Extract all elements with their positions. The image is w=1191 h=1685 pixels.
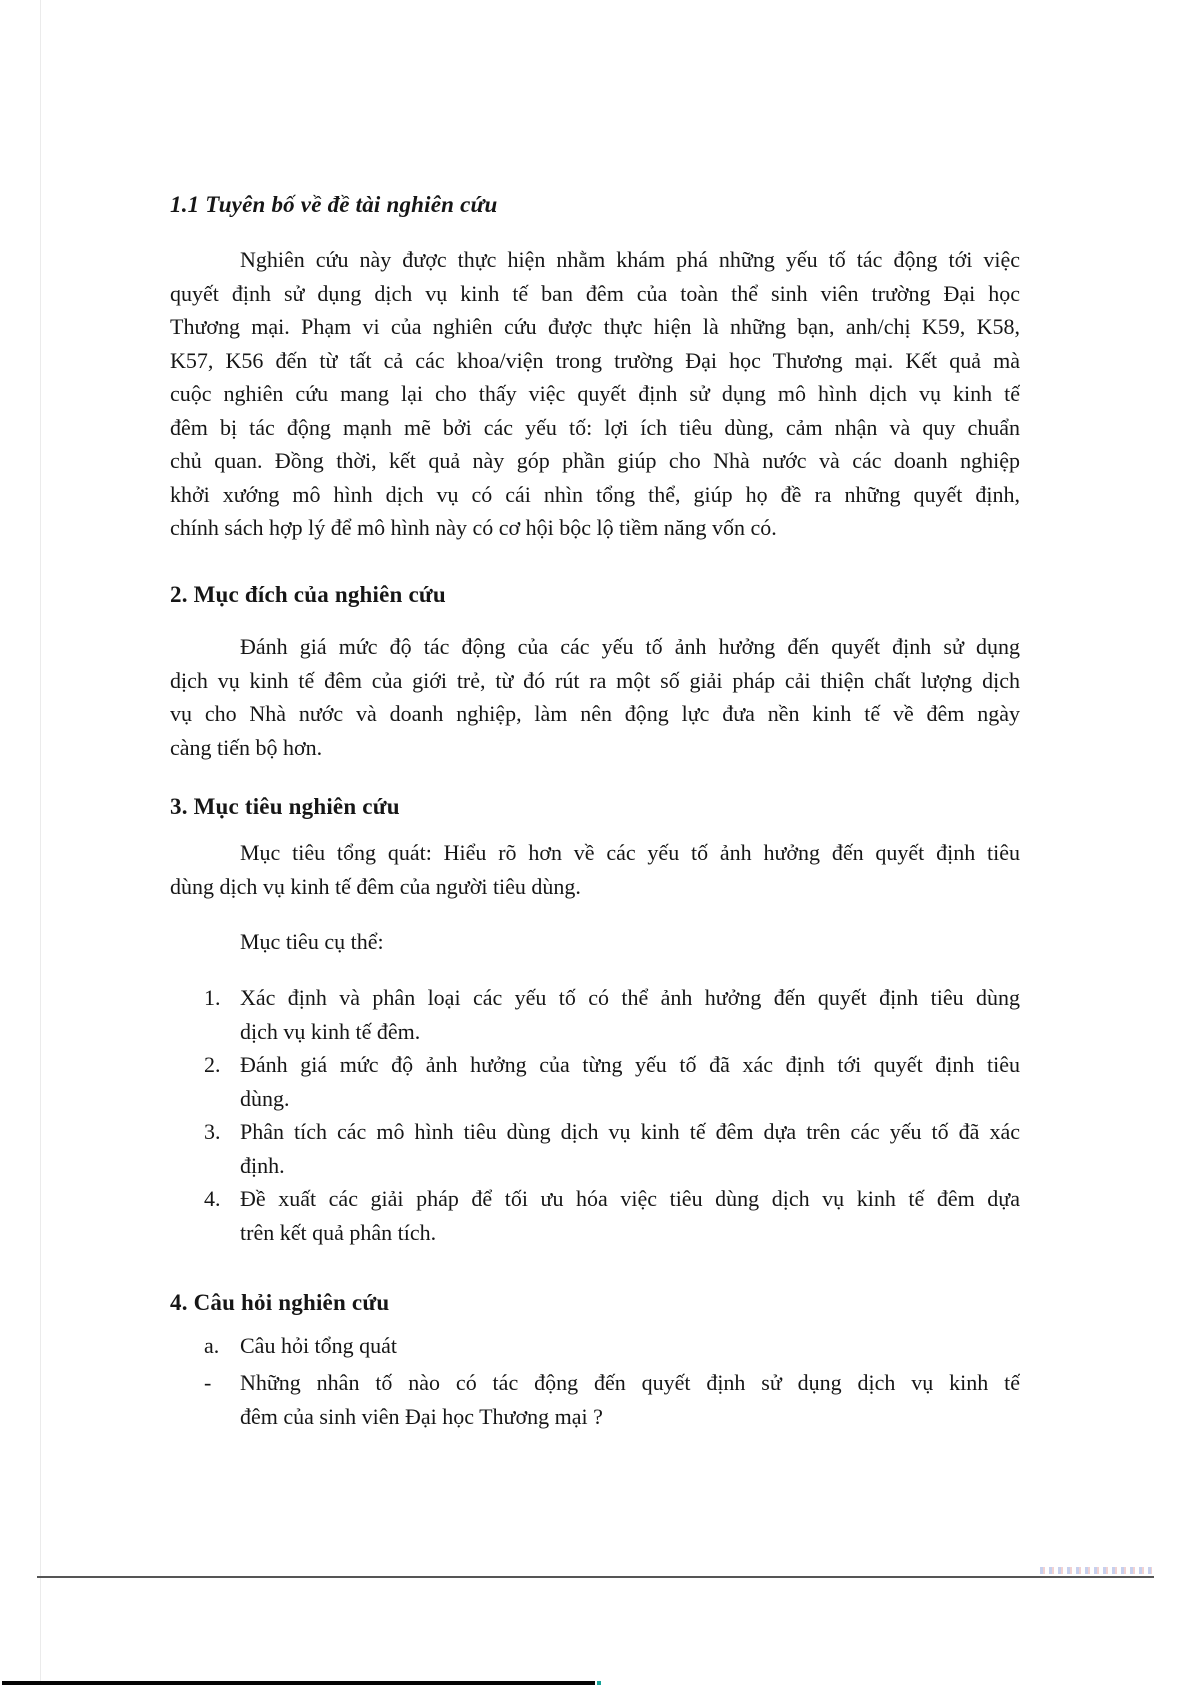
section2-paragraph: [170, 630, 1020, 764]
general-question-item: [170, 1329, 1020, 1363]
paragraph-line: K57, K56 đến từ tất cả các khoa/viện trong trường Đại học Thương mại. Kết quả mà: [170, 347, 1020, 373]
section1-paragraph: [170, 243, 1020, 545]
section2-heading: 2. Mục đích của nghiên cứu: [170, 582, 446, 607]
objectives-list: [170, 981, 1020, 1249]
section1-heading: 1.1 Tuyên bố về đề tài nghiên cứu: [170, 192, 498, 217]
section3-specific-label-row: [170, 925, 1020, 959]
list-marker: a.: [204, 1333, 220, 1358]
specific-objectives-label: Mục tiêu cụ thể:: [240, 929, 384, 954]
paragraph-line: vụ cho Nhà nước và doanh nghiệp, làm nên động lực đưa nền kinh tế về đêm ngày: [170, 701, 1020, 726]
bottom-teal-mark: [597, 1681, 601, 1685]
list-item-line: định.: [240, 1152, 285, 1178]
paragraph-line: Đánh giá mức độ tác động của các yếu tố ảnh hưởng đến quyết định sử dụng: [240, 634, 1020, 659]
section3-general-objective: [170, 836, 1020, 903]
paragraph-line: quyết định sử dụng dịch vụ kinh tế ban đêm của toàn thể sinh viên trường Đại học: [170, 280, 1020, 306]
research-question-item: [170, 1366, 1020, 1433]
scan-artifact: [1040, 1567, 1152, 1574]
paragraph-line: dùng dịch vụ kinh tế đêm của người tiêu dùng.: [170, 873, 581, 899]
paragraph-line: đêm bị tác động mạnh mẽ bởi các yếu tố: lợi ích tiêu dùng, cảm nhận và quy chuẩn: [170, 414, 1020, 440]
list-marker: 1.: [204, 985, 221, 1010]
list-item-line: Những nhân tố nào có tác động đến quyết định sử dụng dịch vụ kinh tế: [240, 1370, 1020, 1395]
paragraph-line: dịch vụ kinh tế đêm của giới trẻ, từ đó rút ra một số giải pháp cải thiện chất lượng dịch: [170, 667, 1020, 693]
paragraph-line: cuộc nghiên cứu mang lại cho thấy việc quyết định sử dụng mô hình dịch vụ kinh tế: [170, 381, 1020, 406]
list-marker: 4.: [204, 1186, 221, 1211]
list-item-line: Đề xuất các giải pháp để tối ưu hóa việc tiêu dùng dịch vụ kinh tế đêm dựa: [240, 1186, 1020, 1211]
list-marker: 2.: [204, 1052, 221, 1077]
section3-heading: 3. Mục tiêu nghiên cứu: [170, 794, 400, 819]
list-item-line: Câu hỏi tổng quát: [240, 1333, 398, 1358]
section4-heading: 4. Câu hỏi nghiên cứu: [170, 1290, 390, 1315]
list-marker: 3.: [204, 1119, 221, 1144]
list-item-line: dùng.: [240, 1085, 290, 1111]
page-bottom-bar: [2, 1681, 595, 1685]
list-item-line: Phân tích các mô hình tiêu dùng dịch vụ kinh tế đêm dựa trên các yếu tố đã xác: [240, 1119, 1020, 1144]
list-item: [170, 1182, 1020, 1249]
list-item-line: trên kết quả phân tích.: [240, 1219, 437, 1245]
list-item: [170, 1115, 1020, 1182]
list-item-line: Đánh giá mức độ ảnh hưởng của từng yếu tố đã xác định tới quyết định tiêu: [240, 1052, 1020, 1077]
paragraph-line: chính sách hợp lý để mô hình này có cơ hội bộc lộ tiềm năng vốn có.: [170, 515, 777, 540]
paragraph-line: chủ quan. Đồng thời, kết quả này góp phần giúp cho Nhà nước và các doanh nghiệp: [170, 448, 1020, 473]
paragraph-line: Thương mại. Phạm vi của nghiên cứu được thực hiện là những bạn, anh/chị K59, K58,: [170, 314, 1020, 339]
list-item: [170, 1048, 1020, 1115]
footer-rule: [37, 1576, 1154, 1578]
list-item: [170, 981, 1020, 1048]
list-item-line: đêm của sinh viên Đại học Thương mại ?: [240, 1403, 603, 1429]
scan-edge-line: [40, 0, 41, 1685]
list-marker: -: [204, 1370, 212, 1395]
list-item-line: Xác định và phân loại các yếu tố có thể ảnh hưởng đến quyết định tiêu dùng: [240, 985, 1020, 1010]
paragraph-line: khởi xướng mô hình dịch vụ có cái nhìn tổng thể, giúp họ đề ra những quyết định,: [170, 481, 1020, 507]
paragraph-line: Mục tiêu tổng quát: Hiểu rõ hơn về các yếu tố ảnh hưởng đến quyết định tiêu: [240, 840, 1020, 865]
paragraph-line: càng tiến bộ hơn.: [170, 734, 323, 760]
list-item-line: dịch vụ kinh tế đêm.: [240, 1018, 421, 1044]
paragraph-line: Nghiên cứu này được thực hiện nhằm khám phá những yếu tố tác động tới việc: [240, 247, 1020, 272]
